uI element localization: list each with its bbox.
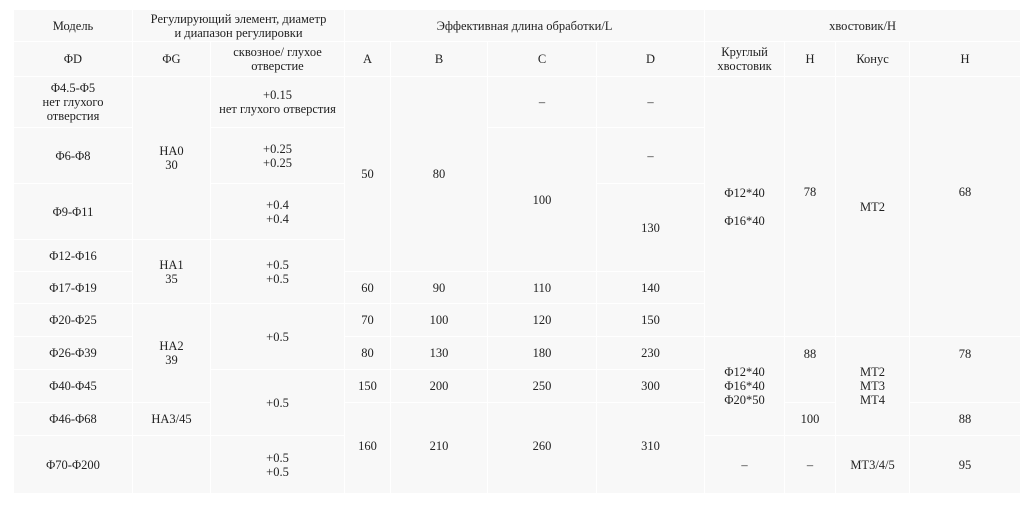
subheader-fg: ΦG (133, 42, 211, 77)
shank-h-cell: 78 (785, 77, 836, 337)
specification-table (14, 10, 1021, 494)
length-d-cell: 130 (597, 184, 705, 272)
fg-cell (133, 77, 211, 240)
fd-line-3: отверстия (46, 109, 100, 123)
fd-cell: Φ40-Φ45 (14, 370, 133, 403)
subheader-hole-line-1: сквозное/ глухое (233, 45, 322, 59)
tolerance-cell: +0.5 (211, 304, 345, 370)
fg-line-2: 35 (165, 271, 178, 286)
length-a-cell: 50 (345, 77, 391, 272)
subheader-h-cone: H (910, 42, 1021, 77)
subheader-c: C (488, 42, 597, 77)
fg-cell (133, 240, 211, 304)
subheader-round-shank-line-1: Круглый (721, 45, 768, 59)
length-a-cell: 160 (345, 403, 391, 494)
length-d-cell: 300 (597, 370, 705, 403)
round-shank-line-2: Φ16*40 (724, 213, 765, 228)
tolerance-line-2: +0.5 (266, 271, 289, 286)
length-c-cell: 120 (488, 304, 597, 337)
fd-cell: Φ26-Φ39 (14, 337, 133, 370)
length-b-cell: 90 (391, 272, 488, 304)
round-shank-line-2: Φ16*40 (724, 379, 765, 393)
fd-cell: Φ20-Φ25 (14, 304, 133, 337)
length-c-cell: 100 (488, 128, 597, 272)
length-a-cell: 60 (345, 272, 391, 304)
fd-line-1: Φ4.5-Φ5 (50, 81, 96, 95)
round-shank-cell: – (705, 436, 785, 494)
tolerance-line-1: +0.15 (263, 88, 292, 102)
tolerance-cell (211, 77, 345, 128)
length-c-cell: 260 (488, 403, 597, 494)
header-regulating-element (133, 10, 345, 42)
header-model: Модель (14, 10, 133, 42)
length-d-cell: 310 (597, 403, 705, 494)
tolerance-line-2: +0.25 (263, 155, 292, 170)
length-d-cell: 230 (597, 337, 705, 370)
length-b-cell: 130 (391, 337, 488, 370)
tolerance-line-1: +0.5 (266, 450, 289, 465)
subheader-round-shank (705, 42, 785, 77)
cone-line-2: MT3 (860, 379, 886, 393)
subheader-d: D (597, 42, 705, 77)
fd-cell: Φ9-Φ11 (14, 184, 133, 240)
header-effective-length: Эффективная длина обработки/L (345, 10, 705, 42)
length-b-cell: 200 (391, 370, 488, 403)
length-b-cell: 100 (391, 304, 488, 337)
specification-table-panel (14, 10, 1021, 494)
fd-cell (14, 77, 133, 128)
cone-line-1: MT2 (860, 365, 886, 379)
length-c-cell: 110 (488, 272, 597, 304)
subheader-a: A (345, 42, 391, 77)
cone-h-cell: 95 (910, 436, 1021, 494)
shank-h-cell: 88 (785, 337, 836, 403)
tolerance-line-2: нет глухого отверстия (219, 102, 336, 116)
fg-line-2: 39 (165, 353, 178, 367)
round-shank-cell (705, 77, 785, 337)
header-regulating-line-1: Регулирующий элемент, диаметр (150, 11, 327, 26)
round-shank-line-1: Φ12*40 (724, 185, 765, 200)
cone-cell (836, 337, 910, 436)
tolerance-cell (211, 128, 345, 184)
length-c-cell: – (488, 77, 597, 128)
shank-h-cell: 100 (785, 403, 836, 436)
tolerance-cell (211, 240, 345, 304)
header-shank: хвостовик/H (705, 10, 1021, 42)
length-b-cell: 210 (391, 403, 488, 494)
subheader-hole-line-2: отверстие (251, 59, 304, 73)
round-shank-line-1: Φ12*40 (724, 365, 765, 379)
subheader-cone: Конус (836, 42, 910, 77)
tolerance-cell (211, 184, 345, 240)
fd-cell: Φ17-Φ19 (14, 272, 133, 304)
round-shank-line-3: Φ20*50 (724, 393, 765, 407)
tolerance-line-2: +0.4 (266, 211, 289, 226)
cone-h-cell: 68 (910, 77, 1021, 337)
fg-line-1: HA1 (159, 257, 184, 272)
length-a-cell: 70 (345, 304, 391, 337)
subheader-h: H (785, 42, 836, 77)
cone-line-3: MT4 (860, 393, 886, 407)
tolerance-line-1: +0.4 (266, 197, 289, 212)
fg-cell (133, 304, 211, 403)
round-shank-cell (705, 337, 785, 436)
length-d-cell: – (597, 128, 705, 184)
cone-cell: MT3/4/5 (836, 436, 910, 494)
tolerance-line-2: +0.5 (266, 464, 289, 479)
fg-line-2: 30 (165, 158, 178, 172)
length-c-cell: 250 (488, 370, 597, 403)
length-d-cell: 150 (597, 304, 705, 337)
length-d-cell: – (597, 77, 705, 128)
fd-cell: Φ46-Φ68 (14, 403, 133, 436)
cone-cell: MT2 (836, 77, 910, 337)
shank-h-cell: – (785, 436, 836, 494)
header-regulating-line-2: и диапазон регулировки (174, 25, 303, 40)
subheader-round-shank-line-2: хвостовик (717, 59, 772, 73)
cone-h-cell: 78 (910, 337, 1021, 403)
fg-cell: HA3/45 (133, 403, 211, 436)
tolerance-line-1: +0.5 (266, 257, 289, 272)
length-a-cell: 150 (345, 370, 391, 403)
length-c-cell: 180 (488, 337, 597, 370)
subheader-fd: ΦD (14, 42, 133, 77)
length-a-cell: 80 (345, 337, 391, 370)
tolerance-line-1: +0.25 (263, 141, 292, 156)
fg-cell (133, 436, 211, 494)
subheader-b: B (391, 42, 488, 77)
fd-cell: Φ12-Φ16 (14, 240, 133, 272)
length-b-cell: 80 (391, 77, 488, 272)
cone-h-cell: 88 (910, 403, 1021, 436)
length-d-cell: 140 (597, 272, 705, 304)
fd-line-2: нет глухого (42, 95, 104, 109)
tolerance-cell: +0.5 (211, 370, 345, 436)
fd-cell: Φ70-Φ200 (14, 436, 133, 494)
tolerance-cell (211, 436, 345, 494)
subheader-hole (211, 42, 345, 77)
fg-line-1: HA2 (159, 339, 184, 353)
fd-cell: Φ6-Φ8 (14, 128, 133, 184)
fg-line-1: HA0 (159, 144, 184, 158)
